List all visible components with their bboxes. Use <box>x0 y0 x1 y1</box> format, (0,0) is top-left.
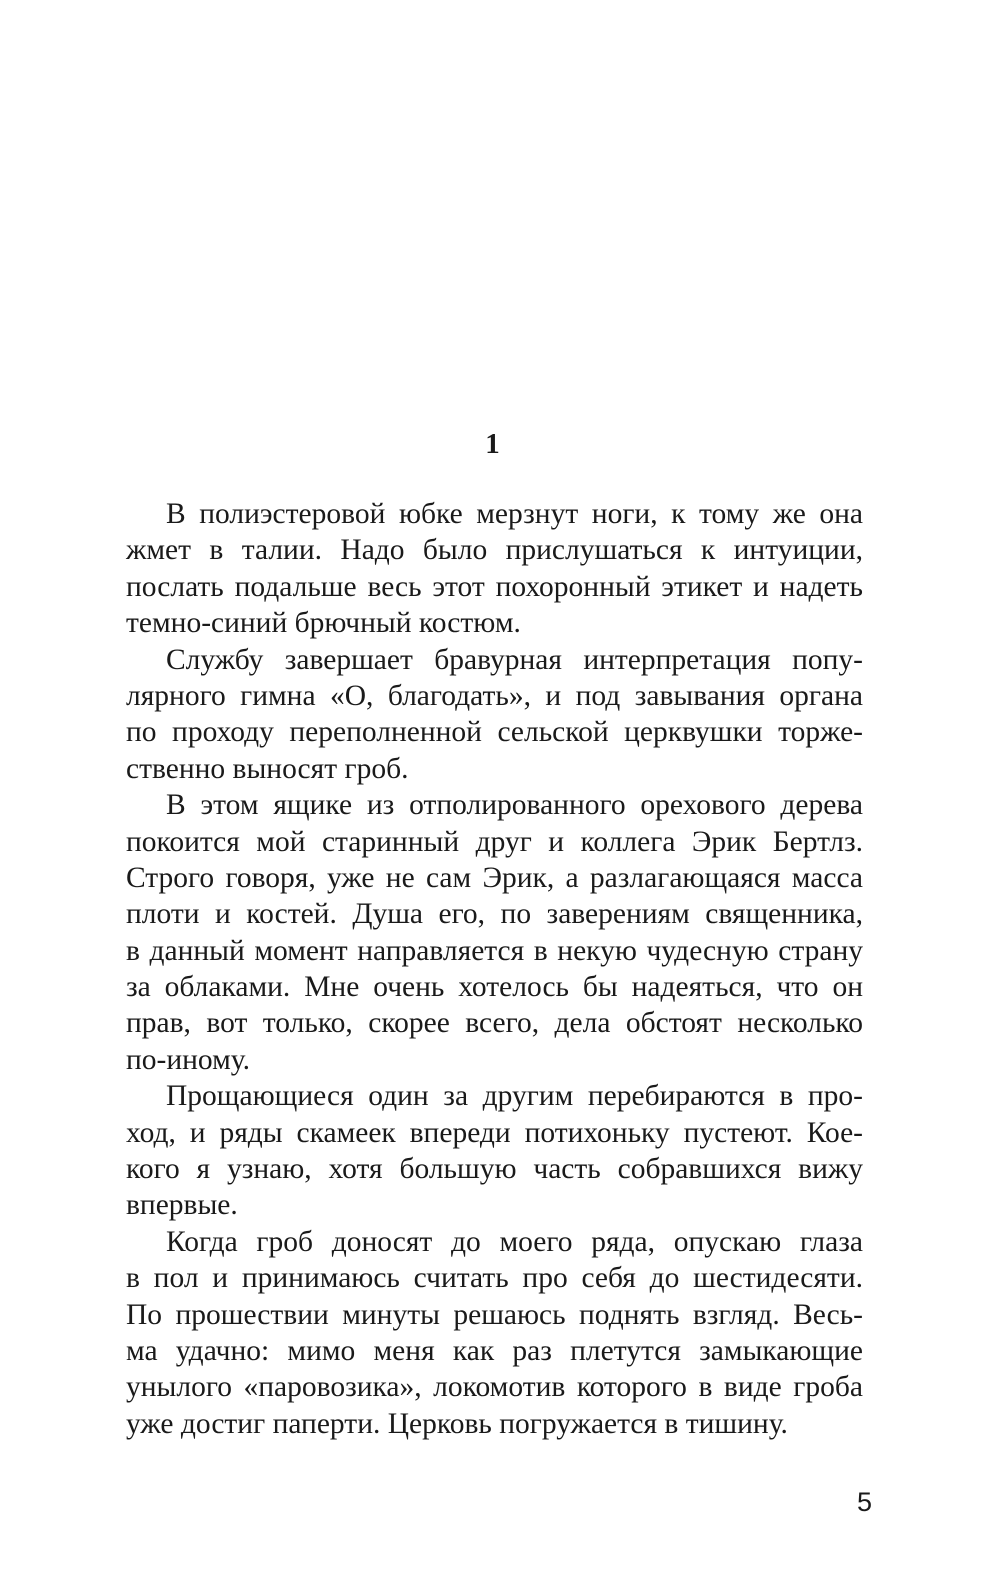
text-line: Прощающиеся один за другим перебираются в про- <box>166 1080 863 1113</box>
text-line: впервые. <box>126 1189 238 1222</box>
text-line: кого я узнаю, хотя большую часть собравшихся вижу <box>126 1153 863 1186</box>
chapter-number: 1 <box>485 428 500 460</box>
text-line: Службу завершает бравурная интерпретация попу- <box>166 643 863 676</box>
text-line: ход, и ряды скамеек впереди потихоньку пустеют. Кое- <box>126 1116 863 1149</box>
text-line: по-иному. <box>126 1043 250 1076</box>
text-line: покоится мой старинный друг и коллега Эрик Бертлз. <box>126 825 863 858</box>
text-line: за облаками. Мне очень хотелось бы надеяться, что он <box>126 971 863 1004</box>
text-line: ма удачно: мимо меня как раз плетутся замыкающие <box>126 1334 863 1367</box>
text-line: В этом ящике из отполированного орехового дерева <box>166 789 863 822</box>
text-line: темно-синий брючный костюм. <box>126 607 521 640</box>
text-line: жмет в талии. Надо было прислушаться к интуиции, <box>126 534 863 567</box>
text-line: Когда гроб доносят до моего ряда, опускаю глаза <box>166 1225 863 1258</box>
text-line: прав, вот только, скорее всего, дела обстоят несколько <box>126 1007 863 1040</box>
text-line: ственно выносят гроб. <box>126 752 409 785</box>
text-line: лярного гимна «О, благодать», и под завывания органа <box>126 679 863 712</box>
text-line: послать подальше весь этот похоронный этикет и надеть <box>126 570 863 603</box>
text-line: по проходу переполненной сельской церквушки торже- <box>126 716 863 749</box>
text-line: По прошествии минуты решаюсь поднять взгляд. Весь- <box>126 1298 863 1331</box>
text-line: в пол и принимаюсь считать про себя до шестидесяти. <box>126 1262 863 1295</box>
text-line: В полиэстеровой юбке мерзнут ноги, к тому же она <box>166 498 863 530</box>
page-number: 5 <box>856 1487 872 1517</box>
body-text <box>126 496 863 1442</box>
text-line: уже достиг паперти. Церковь погружается в тишину. <box>126 1407 788 1440</box>
text-line: плоти и костей. Душа его, по заверениям священника, <box>126 898 863 931</box>
text-line: в данный момент направляется в некую чудесную страну <box>126 934 863 967</box>
text-line: Строго говоря, уже не сам Эрик, а разлагающаяся масса <box>126 861 863 894</box>
text-line: унылого «паровозика», локомотив которого в виде гроба <box>126 1371 863 1404</box>
